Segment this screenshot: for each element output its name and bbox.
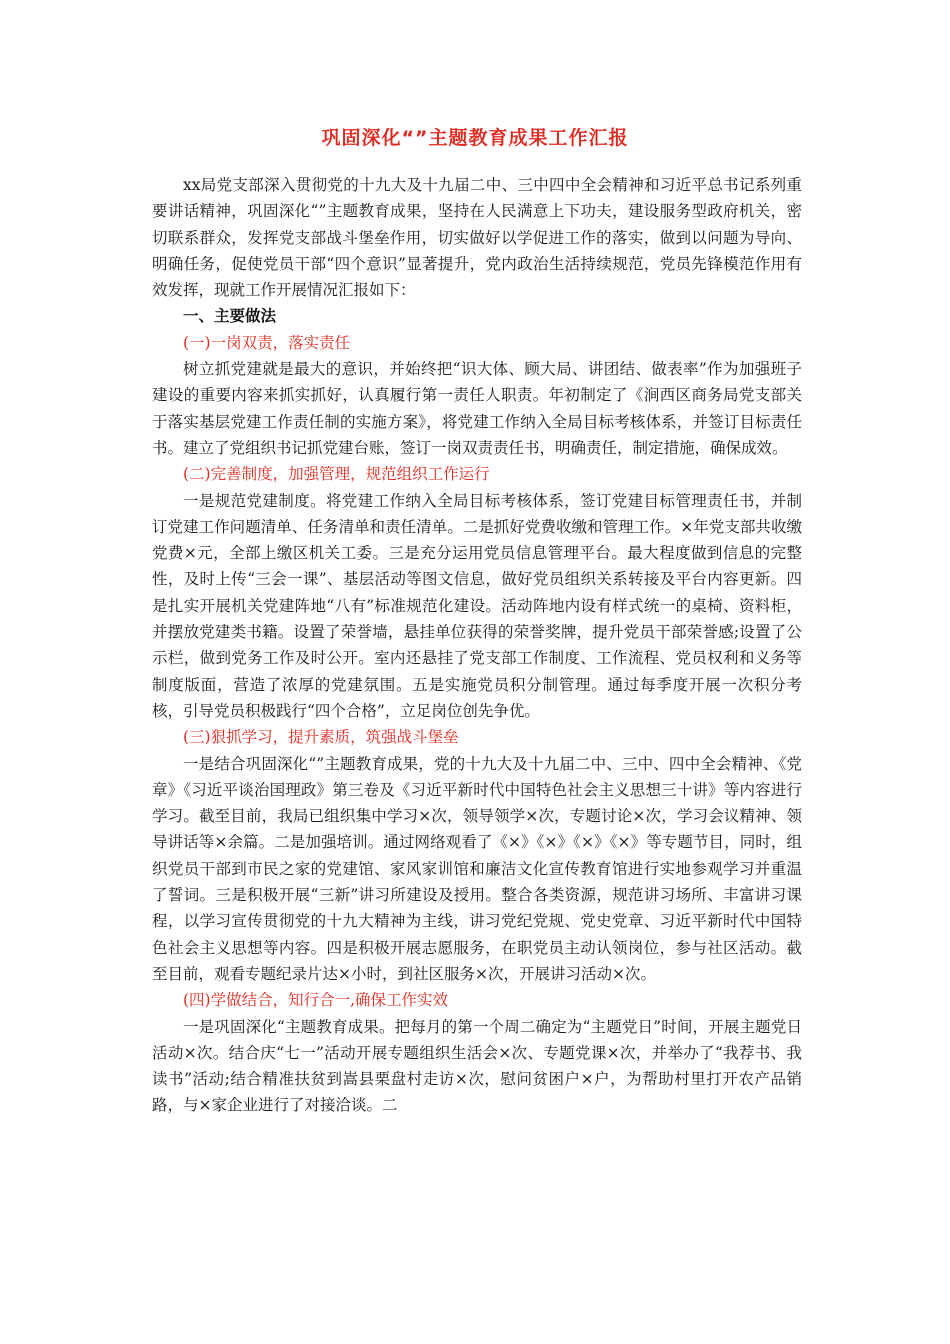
subsection-heading-3: (三)狠抓学习，提升素质，筑强战斗堡垒	[183, 728, 459, 747]
document-title: 巩固深化“”主题教育成果工作汇报	[321, 127, 629, 149]
subsection-3-paragraph: 一是结合巩固深化“”主题教育成果，党的十九大及十九届二中、三中、四中全会精神、《党章》《习近平谈治国理政》第三卷及《习近平新时代中国特色社会主义思想三十讲》等内容进行学习。截至目前，我局已组织集中学习×次，领导领学×次，专题讨论×次，学习会议精神、领导讲话等×余篇。二是加强培训。通过网络观看了《×》《×》《×》《×》等专题节目，同时，组织党员干部到市民之家的党建馆、家风家训馆和廉洁文化宣传教育馆进行实地参观学习并重温了誓词。三是积极开展“三新”讲习所建设及授用。整合各类资源，规范讲习场所、丰富讲习课程，以学习宣传贯彻党的十九大精神为主线，讲习党纪党规、党史党章、习近平新时代中国特色社会主义思想等内容。四是积极开展志愿服务，在职党员主动认领岗位，参与社区活动。截至目前，观看专题纪录片达×小时，到社区服务×次，开展讲习活动×次。	[152, 754, 802, 983]
subsection-heading-4: (四)学做结合，知行合一,确保工作实效	[183, 991, 449, 1010]
subsection-heading-1: (一)一岗双责，落实责任	[183, 333, 351, 352]
subsection-1-paragraph: 树立抓党建就是最大的意识，并始终把“识大体、顾大局、讲团结、做表率”作为加强班子建设的重要内容来抓实抓好，认真履行第一责任人职责。年初制定了《涧西区商务局党支部关于落实基层党建工作责任制的实施方案》，将党建工作纳入全局目标考核体系，并签订目标责任书。建立了党组织书记抓党建台账，签订一岗双责责任书，明确责任，制定措施，确保成效。	[152, 360, 802, 457]
subsection-4-paragraph: 一是巩固深化“主题教育成果。把每月的第一个周二确定为“主题党日”时间，开展主题党日活动×次。结合庆“七一”活动开展专题组织生活会×次、专题党课×次，并举办了“我荐书、我读书”活动;结合精准扶贫到嵩县栗盘村走访×次，慰问贫困户×户，为帮助村里打开农产品销路，与×家企业进行了对接洽谈。二	[152, 1017, 802, 1115]
subsection-2-paragraph: 一是规范党建制度。将党建工作纳入全局目标考核体系，签订党建目标管理责任书，并制订党建工作问题清单、任务清单和责任清单。二是抓好党费收缴和管理工作。×年党支部共收缴党费×元，全部上缴区机关工委。三是充分运用党员信息管理平台。最大程度做到信息的完整性，及时上传“三会一课”、基层活动等图文信息，做好党员组织关系转接及平台内容更新。四是扎实开展机关党建阵地“八有”标准规范化建设。活动阵地内设有样式统一的桌椅、资料柜，并摆放党建类书籍。设置了荣誉墙，悬挂单位获得的荣誉奖牌，提升党员干部荣誉感;设置了公示栏，做到党务工作及时公开。室内还悬挂了党支部工作制度、工作流程、党员权利和义务等制度版面，营造了浓厚的党建氛围。五是实施党员积分制管理。通过每季度开展一次积分考核，引导党员积极践行“四个合格”，立足岗位创先争优。	[152, 491, 802, 720]
subsection-heading-2: (二)完善制度，加强管理，规范组织工作运行	[183, 465, 490, 484]
section-heading-main-practices: 一、主要做法	[183, 307, 277, 326]
document-body	[152, 172, 802, 1119]
intro-paragraph: xx局党支部深入贯彻党的十九大及十九届二中、三中四中全会精神和习近平总书记系列重要讲话精神，巩固深化“”主题教育成果，坚持在人民满意上下功夫，建设服务型政府机关，密切联系群众，发挥党支部战斗堡垒作用，切实做好以学促进工作的落实，做到以问题为导向、明确任务，促使党员干部“四个意识”显著提升，党内政治生活持续规范，党员先锋模范作用有效发挥，现就工作开展情况汇报如下：	[152, 176, 802, 300]
